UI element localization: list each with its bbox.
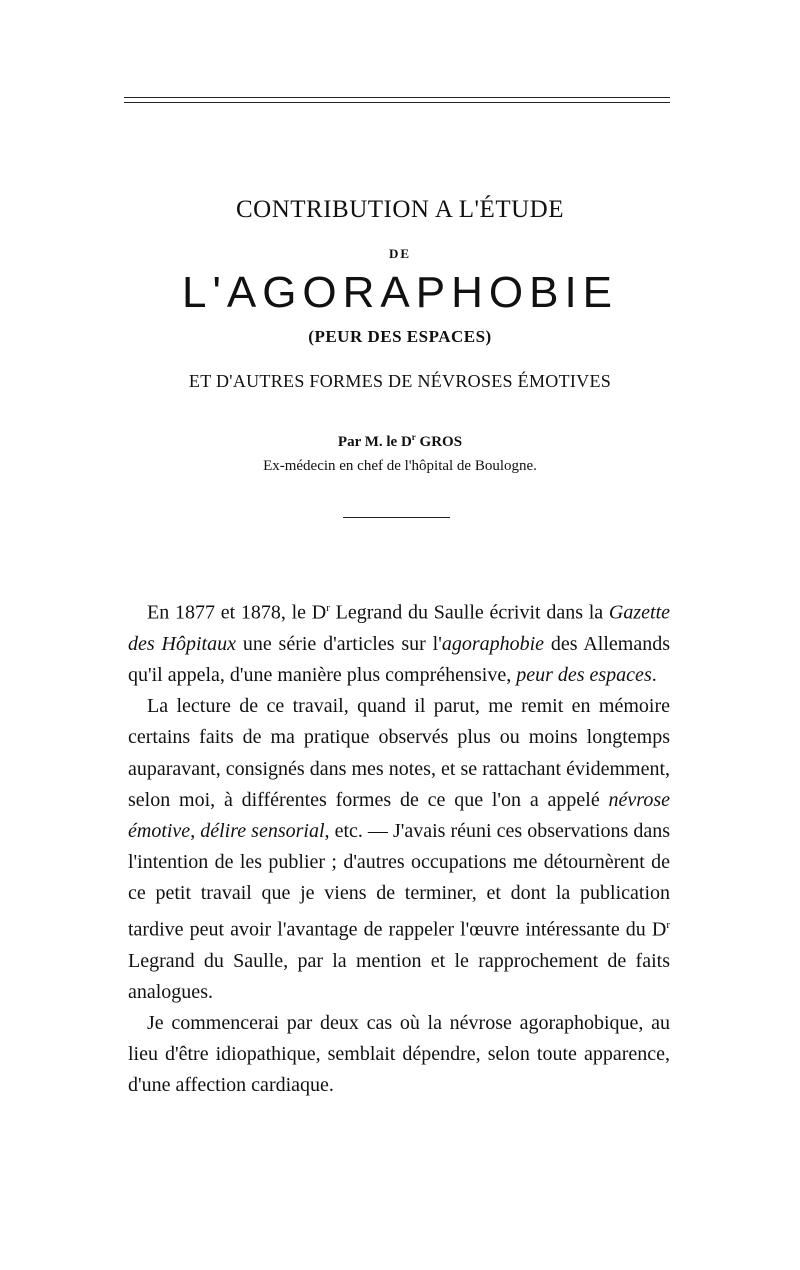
p1-peur: peur des espaces — [516, 664, 652, 687]
title-line1: CONTRIBUTION A L'ÉTUDE — [236, 196, 564, 223]
top-rule — [124, 97, 670, 98]
paragraph-3: Je commencerai par deux cas où la névrose agoraphobique, au lieu d'être idiopathique, semblait dépendre, selon toute apparence, d'une affection cardiaque. — [128, 1011, 670, 1097]
p1-agoraphobie: agoraphobie — [441, 632, 545, 655]
p2-text-c: , etc. — J'avais réuni ces observations dans l'intention de les publier ; d'autres occupations me détournèrent de ce petit travail que je viens de terminer, et dont la publication tardive peut avoir l'avantage de rappeler l'œuvre intéressante du D — [128, 820, 670, 941]
p1-text-c: une série d'articles sur l' — [235, 632, 442, 655]
body-text — [128, 593, 670, 1102]
p2-text-a: La lecture de ce travail, quand il parut, me remit en mémoire certains faits de ma pratique observés plus ou moins longtemps auparavant, consignés dans mes notes, et se rattachant évidemment, selon moi, à différentes formes de ce que l'on a appelé — [128, 695, 670, 811]
p1-text-b: Legrand du Saulle écrivit dans la — [329, 601, 609, 624]
paragraph-1 — [128, 593, 670, 691]
p1-text-a: En 1877 et 1878, le D — [147, 601, 327, 624]
author-name: GROS — [415, 434, 463, 450]
page-title: L'AGORAPHOBIE — [181, 268, 619, 317]
p2-nevrose: névrose émotive — [128, 788, 670, 843]
affiliation: Ex-médecin en chef de l'hôpital de Boulogne. — [263, 458, 537, 474]
p2-sup: r — [666, 918, 670, 931]
p1-sup: r — [326, 602, 330, 614]
p2-text-b: , — [190, 820, 201, 843]
p1-gazette: Gazette des Hôpitaux — [128, 601, 670, 655]
p2-text-d: Legrand du Saulle, par la mention et le rapprochement de faits analogues. — [128, 949, 670, 1003]
p1-text-d: des Allemands qu'il appela, d'une manière plus compréhensive, — [128, 632, 670, 687]
author-line — [0, 432, 800, 451]
separator-rule — [343, 517, 450, 518]
p2-delire: délire sensorial — [200, 820, 325, 843]
top-rule-inner — [124, 102, 670, 103]
subtitle-secondary: ET D'AUTRES FORMES DE NÉVROSES ÉMOTIVES — [188, 371, 612, 391]
p1-text-e: . — [651, 664, 657, 687]
author-sup: r — [411, 432, 416, 442]
title-de: DE — [388, 246, 412, 261]
subtitle: (PEUR DES ESPACES) — [308, 327, 492, 346]
author-prefix: Par M. le D — [337, 434, 412, 450]
paragraph-2 — [128, 691, 670, 1008]
